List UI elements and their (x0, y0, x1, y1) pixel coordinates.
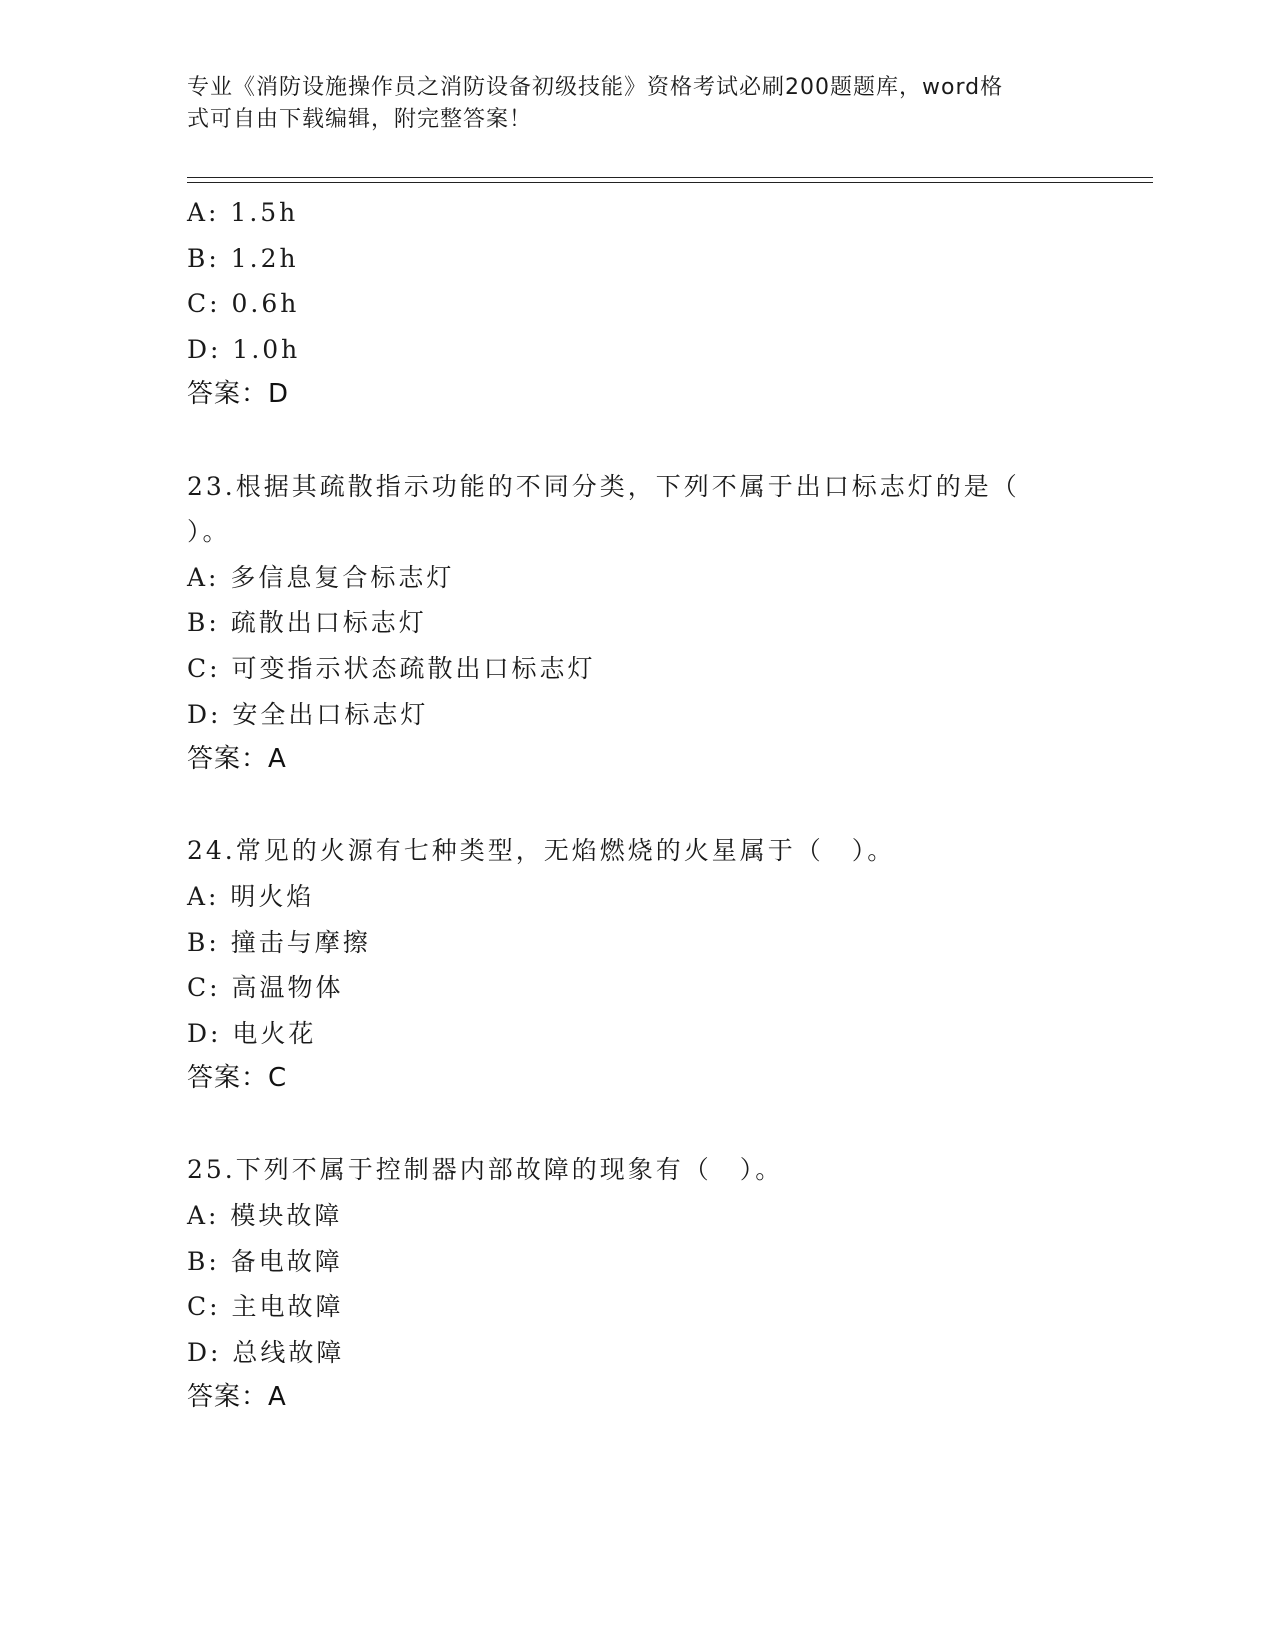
option-a: A: 多信息复合标志灯 (187, 562, 455, 592)
spacer (187, 418, 1087, 464)
option-d: D: 总线故障 (187, 1337, 345, 1367)
document-body (187, 190, 1087, 1421)
spacer (187, 783, 1087, 829)
option-c: C: 高温物体 (187, 973, 344, 1003)
question-block-22 (187, 190, 1087, 418)
question-text-continued: ）。 (187, 517, 231, 547)
option-b: B: 疏散出口标志灯 (187, 608, 427, 638)
question-block-24 (187, 828, 1087, 1102)
question-text: 24.常见的火源有七种类型，无焰燃烧的火星属于（ ）。 (187, 836, 896, 866)
option-b: B: 备电故障 (187, 1246, 343, 1276)
header-divider-top (187, 177, 1153, 178)
option-d: D: 1.0h (187, 334, 301, 364)
option-b: B: 1.2h (187, 243, 299, 273)
option-b: B: 撞击与摩擦 (187, 927, 371, 957)
option-a: A: 模块故障 (187, 1201, 343, 1231)
option-a: A: 1.5h (187, 198, 299, 227)
question-text: 23.根据其疏散指示功能的不同分类，下列不属于出口标志灯的是（ (187, 471, 1020, 501)
header-line-1: 专业《消防设施操作员之消防设备初级技能》资格考试必刷200题题库，word格 (187, 75, 1004, 100)
option-d: D: 电火花 (187, 1018, 317, 1048)
spacer (187, 1102, 1087, 1148)
question-text: 25.下列不属于控制器内部故障的现象有（ ）。 (187, 1155, 784, 1185)
option-c: C: 0.6h (187, 289, 300, 319)
option-c: C: 主电故障 (187, 1292, 344, 1322)
document-header (187, 72, 1087, 136)
header-divider-bottom (187, 182, 1153, 183)
question-block-23 (187, 464, 1087, 783)
header-line-2: 式可自由下载编辑，附完整答案！ (187, 107, 533, 132)
option-c: C: 可变指示状态疏散出口标志灯 (187, 653, 596, 683)
answer-line: 答案：A (187, 1382, 287, 1413)
option-a: A: 明火焰 (187, 881, 315, 911)
question-block-25 (187, 1147, 1087, 1421)
answer-line: 答案：A (187, 744, 287, 775)
answer-line: 答案：C (187, 1063, 288, 1094)
answer-line: 答案：D (187, 379, 290, 410)
option-d: D: 安全出口标志灯 (187, 699, 429, 729)
